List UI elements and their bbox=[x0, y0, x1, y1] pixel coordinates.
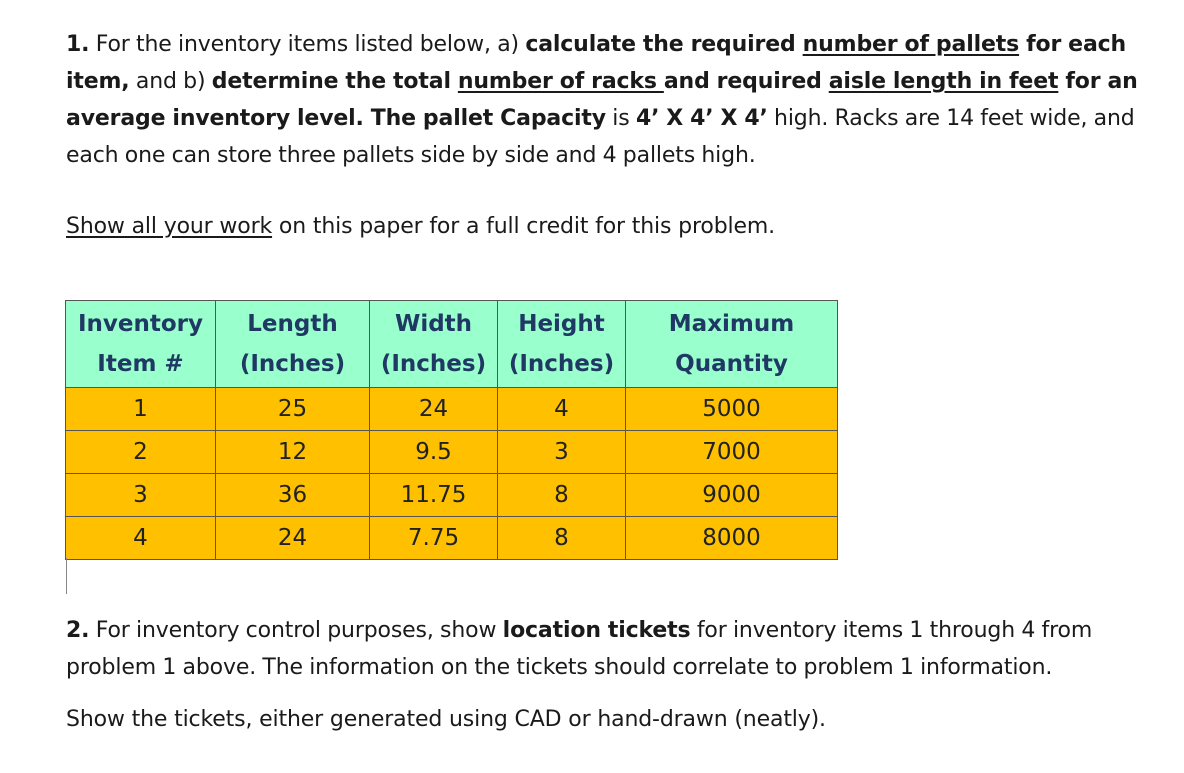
show-work-instruction: Show all your work on this paper for a full credit for this problem. bbox=[66, 214, 775, 239]
cell-width: 11.75 bbox=[370, 474, 498, 517]
table-row bbox=[66, 431, 838, 474]
table-row bbox=[66, 474, 838, 517]
problem-2-text: 2. For inventory control purposes, show location tickets for inventory items 1 through 4 from problem 1 above. The information on the tickets should correlate to problem 1 information. bbox=[66, 618, 1093, 680]
table-row bbox=[66, 517, 838, 560]
inventory-table bbox=[65, 300, 838, 560]
header-height: Height (Inches) bbox=[498, 301, 626, 388]
cell-width: 9.5 bbox=[370, 431, 498, 474]
cell-quantity: 8000 bbox=[626, 517, 838, 560]
cell-height: 8 bbox=[498, 517, 626, 560]
problem-1-number: 1. bbox=[66, 32, 90, 57]
text-cursor-line bbox=[66, 558, 67, 594]
cell-length: 36 bbox=[216, 474, 370, 517]
cell-length: 12 bbox=[216, 431, 370, 474]
cell-item: 1 bbox=[66, 388, 216, 431]
table-row bbox=[66, 388, 838, 431]
cell-height: 3 bbox=[498, 431, 626, 474]
header-maximum-quantity: Maximum Quantity bbox=[626, 301, 838, 388]
cell-width: 24 bbox=[370, 388, 498, 431]
header-width: Width (Inches) bbox=[370, 301, 498, 388]
cell-item: 3 bbox=[66, 474, 216, 517]
cell-quantity: 9000 bbox=[626, 474, 838, 517]
tickets-instruction: Show the tickets, either generated using CAD or hand-drawn (neatly). bbox=[66, 707, 826, 732]
cell-length: 25 bbox=[216, 388, 370, 431]
table-header-row bbox=[66, 301, 838, 388]
cell-quantity: 7000 bbox=[626, 431, 838, 474]
problem-2-number: 2. bbox=[66, 618, 90, 643]
problem-1-text: 1. For the inventory items listed below, a) calculate the required number of pallets for each item, and b) determine the total number of racks and required aisle length in feet for an average inventory level. The pallet Capacity is 4’ X 4’ X 4’ high. Racks are 14 feet wide, and each one can store three pallets side by side and 4 pallets high. bbox=[66, 32, 1138, 168]
cell-height: 8 bbox=[498, 474, 626, 517]
cell-length: 24 bbox=[216, 517, 370, 560]
cell-quantity: 5000 bbox=[626, 388, 838, 431]
header-inventory-item: Inventory Item # bbox=[66, 301, 216, 388]
cell-height: 4 bbox=[498, 388, 626, 431]
header-length: Length (Inches) bbox=[216, 301, 370, 388]
cell-width: 7.75 bbox=[370, 517, 498, 560]
cell-item: 2 bbox=[66, 431, 216, 474]
cell-item: 4 bbox=[66, 517, 216, 560]
